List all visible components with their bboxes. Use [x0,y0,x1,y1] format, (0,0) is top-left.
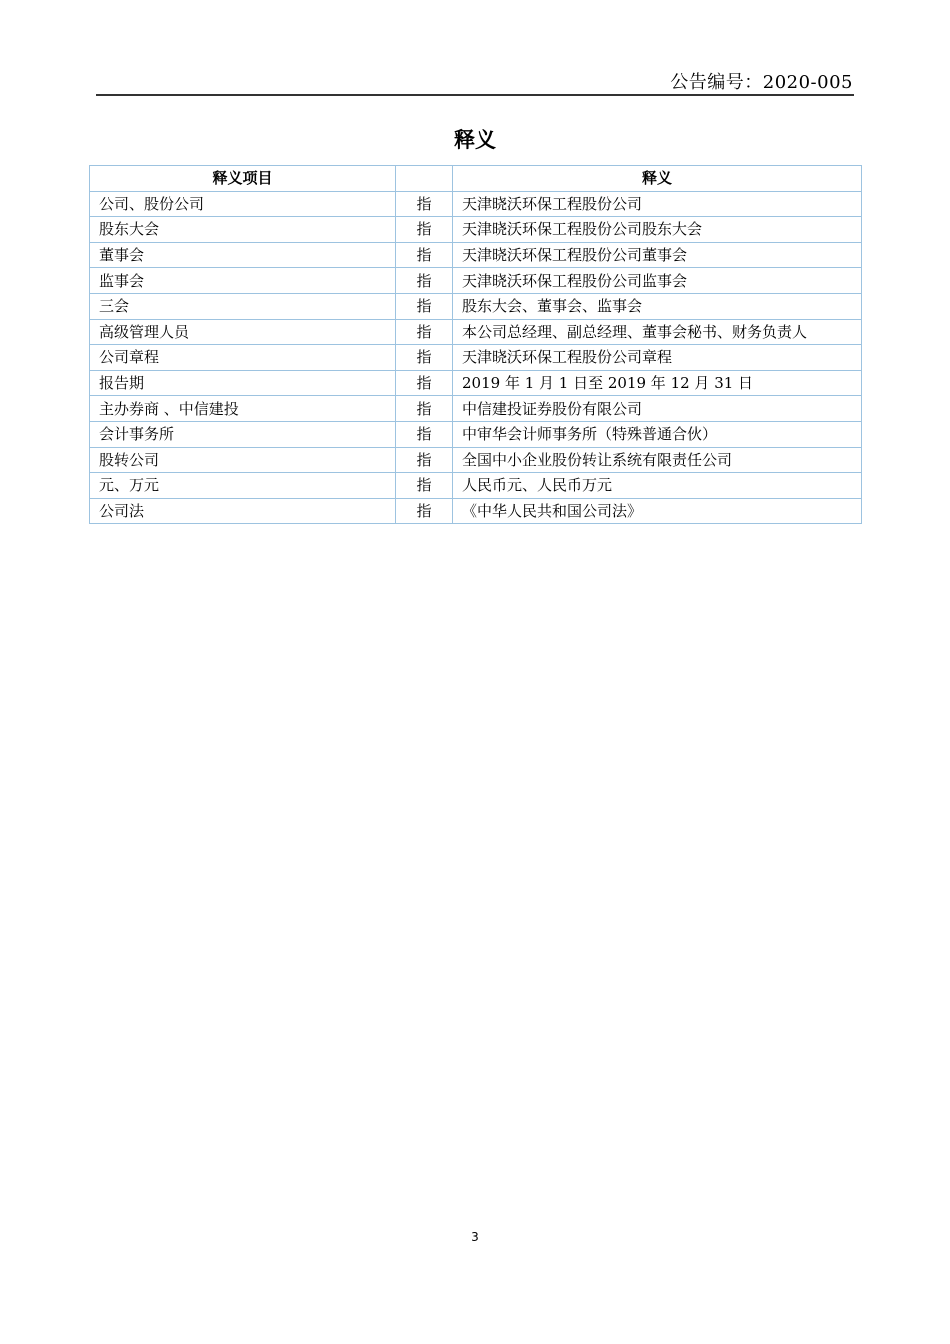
term-cell: 股转公司 [90,447,396,473]
definition-cell: 中审华会计师事务所（特殊普通合伙） [453,421,862,447]
table-row [90,498,862,524]
definition-cell: 《中华人民共和国公司法》 [453,498,862,524]
definition-cell: 全国中小企业股份转让系统有限责任公司 [453,447,862,473]
term-cell: 监事会 [90,268,396,294]
table-row [90,217,862,243]
column-header-term: 释义项目 [90,166,396,192]
ref-cell: 指 [396,345,453,371]
table-row [90,396,862,422]
ref-cell: 指 [396,268,453,294]
table-row [90,191,862,217]
table-row [90,293,862,319]
table-header-row [90,166,862,192]
table-row [90,345,862,371]
definition-cell: 天津晓沃环保工程股份公司监事会 [453,268,862,294]
ref-cell: 指 [396,370,453,396]
definition-cell: 2019 年 1 月 1 日至 2019 年 12 月 31 日 [453,370,862,396]
definition-cell: 人民币元、人民币万元 [453,473,862,499]
ref-cell: 指 [396,319,453,345]
term-cell: 公司、股份公司 [90,191,396,217]
table-row [90,268,862,294]
definition-cell: 本公司总经理、副总经理、董事会秘书、财务负责人 [453,319,862,345]
ref-cell: 指 [396,473,453,499]
term-cell: 主办券商 、中信建投 [90,396,396,422]
ref-cell: 指 [396,421,453,447]
ref-cell: 指 [396,396,453,422]
section-title: 释义 [454,128,496,152]
table-row [90,473,862,499]
definitions-table [89,165,862,524]
ref-cell: 指 [396,293,453,319]
definition-cell: 天津晓沃环保工程股份公司董事会 [453,242,862,268]
ref-cell: 指 [396,498,453,524]
page-number: 3 [471,1230,479,1244]
term-cell: 三会 [90,293,396,319]
ref-cell: 指 [396,242,453,268]
table-row [90,447,862,473]
definition-cell: 天津晓沃环保工程股份公司 [453,191,862,217]
table-row [90,370,862,396]
definition-cell: 天津晓沃环保工程股份公司股东大会 [453,217,862,243]
term-cell: 股东大会 [90,217,396,243]
column-header-definition: 释义 [453,166,862,192]
table-row [90,421,862,447]
term-cell: 董事会 [90,242,396,268]
term-cell: 元、万元 [90,473,396,499]
ref-cell: 指 [396,447,453,473]
ref-cell: 指 [396,191,453,217]
definition-cell: 天津晓沃环保工程股份公司章程 [453,345,862,371]
term-cell: 公司法 [90,498,396,524]
column-header-ref [396,166,453,192]
announcement-number: 公告编号：2020-005 [670,72,853,93]
term-cell: 报告期 [90,370,396,396]
definition-cell: 股东大会、董事会、监事会 [453,293,862,319]
term-cell: 公司章程 [90,345,396,371]
definition-cell: 中信建投证券股份有限公司 [453,396,862,422]
table-row [90,242,862,268]
header-divider [96,94,854,96]
term-cell: 高级管理人员 [90,319,396,345]
table-row [90,319,862,345]
ref-cell: 指 [396,217,453,243]
term-cell: 会计事务所 [90,421,396,447]
